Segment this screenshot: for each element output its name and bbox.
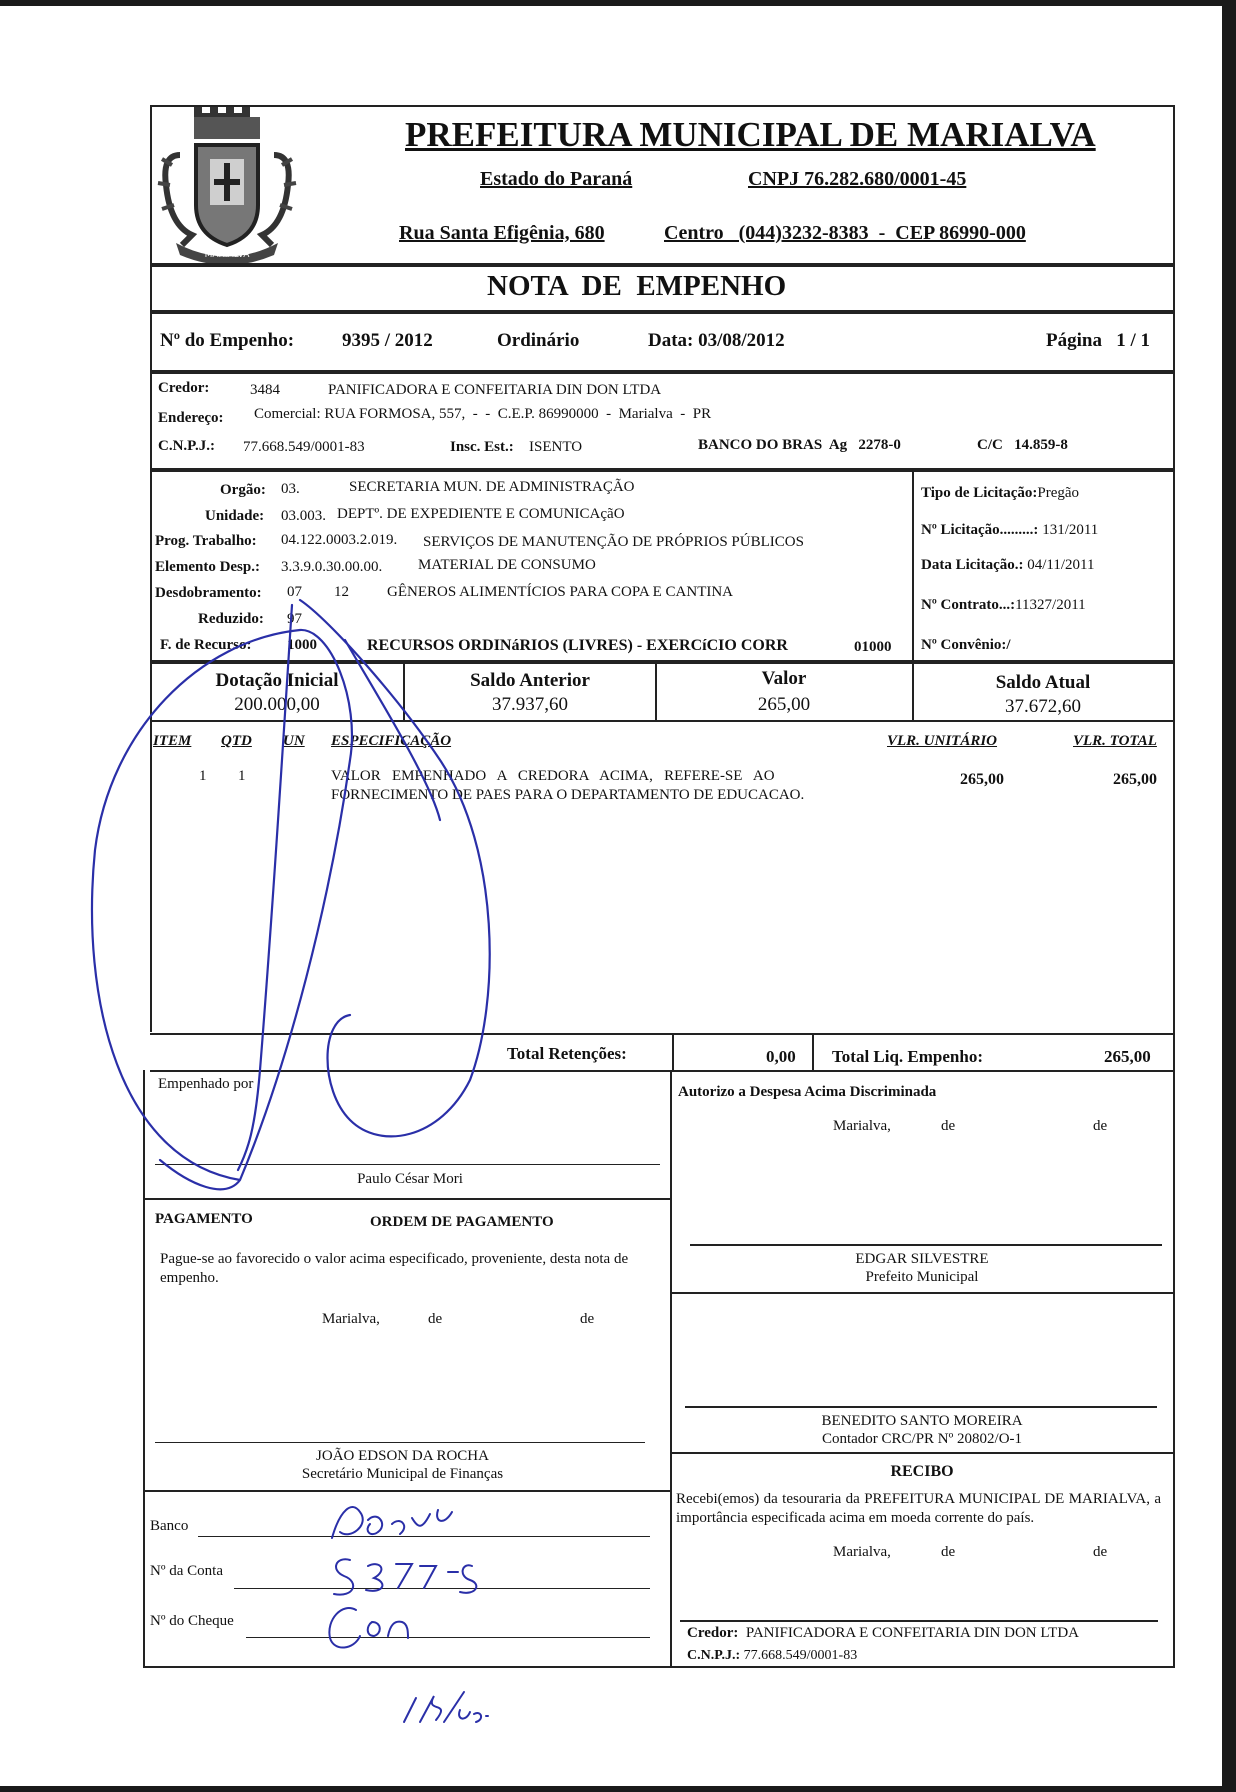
page-note-handwriting-mark — [404, 1692, 488, 1722]
empenho-number: 9395 / 2012 — [342, 330, 433, 351]
elemento-name: MATERIAL DE CONSUMO — [418, 557, 596, 573]
budget-divider — [912, 470, 914, 662]
empenhado-por-name: Paulo César Mori — [357, 1171, 463, 1187]
page-number: Página 1 / 1 — [1046, 330, 1150, 351]
reduzido-label: Reduzido: — [198, 611, 264, 627]
autorizo-label: Autorizo a Despesa Acima Discriminada — [678, 1084, 937, 1100]
coat-of-arms-logo — [152, 95, 302, 263]
total-retencoes-label: Total Retenções: — [507, 1044, 627, 1063]
totals-top-line — [150, 1033, 1175, 1035]
insc-label: Insc. Est.: — [450, 439, 514, 455]
elemento-label: Elemento Desp.: — [155, 559, 260, 575]
totals-divider-2 — [812, 1033, 814, 1070]
total-liquido-label: Total Liq. Empenho: — [832, 1047, 983, 1066]
autorizo-city: Marialva, — [833, 1118, 891, 1134]
numero-licitacao — [921, 522, 1098, 539]
cheque-label: Nº do Cheque — [150, 1613, 234, 1629]
item-unit-value: 265,00 — [960, 771, 1004, 788]
accountant-name: BENEDITO SANTO MOREIRA — [821, 1413, 1023, 1429]
totals-bottom-line — [150, 1070, 1175, 1072]
numero-contrato-label: Nº Contrato...: — [921, 597, 1016, 613]
orgao-code: 03. — [281, 481, 300, 497]
cheque-handwriting-mark — [329, 1608, 408, 1648]
banco-line — [198, 1536, 650, 1537]
recibo-label: RECIBO — [890, 1463, 954, 1480]
conta-handwriting-mark — [334, 1559, 476, 1594]
col-header-item: ITEM — [153, 733, 192, 749]
prog-code: 04.122.0003.2.019. — [281, 532, 398, 548]
pagamento-text: Pague-se ao favorecido o valor acima especificado, proveniente, desta nota de empenho. — [160, 1251, 629, 1286]
prog-name: SERVIÇOS DE MANUTENÇÃO DE PRÓPRIOS PÚBLICOS — [423, 534, 804, 550]
empenho-type: Ordinário — [497, 330, 580, 351]
saldo-atual-value: 37.672,60 — [1005, 696, 1081, 717]
unidade-name: DEPTº. DE EXPEDIENTE E COMUNICAçãO — [337, 506, 625, 522]
unidade-label: Unidade: — [205, 508, 265, 524]
insc-value: ISENTO — [529, 439, 583, 455]
lower-center-divider — [670, 1070, 672, 1666]
checking-account: C/C 14.859-8 — [977, 437, 1068, 453]
total-liquido-value: 265,00 — [1104, 1047, 1151, 1066]
recibo-de-2: de — [1093, 1544, 1108, 1560]
creditor-cnpj: 77.668.549/0001-83 — [243, 439, 365, 455]
fonte-number: 01000 — [854, 639, 892, 655]
empenhado-por-label: Empenhado por — [158, 1076, 254, 1092]
banco-label: Banco — [150, 1518, 189, 1534]
lower-left-border — [143, 1070, 145, 1666]
secretary-signature-line — [155, 1442, 645, 1443]
tipo-licitacao-label: Tipo de Licitação: — [921, 485, 1038, 501]
item-qtd: 1 — [238, 768, 246, 784]
desdobramento-code: 07 — [287, 584, 302, 600]
pagamento-top-line — [143, 1198, 672, 1200]
numero-contrato-value: 11327/2011 — [1015, 597, 1086, 613]
saldo-anterior-value: 37.937,60 — [492, 694, 568, 715]
state-label: Estado do Paraná — [480, 168, 633, 190]
col-header-especificacao: ESPECIFICAÇÃO — [331, 733, 452, 749]
empenho-date: Data: 03/08/2012 — [648, 330, 785, 351]
data-licitacao-label: Data Licitação.: — [921, 557, 1024, 573]
prog-label: Prog. Trabalho: — [155, 533, 257, 549]
item-total-value: 265,00 — [1113, 771, 1157, 788]
district-phone-cep: Centro (044)3232-8383 - CEP 86990-000 — [664, 222, 1026, 244]
handwritten-page-note — [1, 7, 3, 8]
creditor-name: PANIFICADORA E CONFEITARIA DIN DON LTDA — [328, 382, 662, 398]
desdobramento-label: Desdobramento: — [155, 585, 262, 601]
tipo-licitacao-value: Pregão — [1037, 485, 1080, 501]
creditor-cnpj-label: C.N.P.J.: — [158, 438, 215, 454]
mayor-bottom-line — [670, 1292, 1175, 1294]
totals-divider-1 — [672, 1033, 674, 1070]
secretary-title: Secretário Municipal de Finanças — [301, 1466, 504, 1482]
mayor-title: Prefeito Municipal — [865, 1269, 979, 1285]
fonte-code: 1000 — [287, 637, 317, 653]
numero-licitacao-value: 131/2011 — [1038, 522, 1099, 538]
recibo-city: Marialva, — [833, 1544, 891, 1560]
scan-edge-right — [1222, 0, 1236, 1792]
mayor-name: EDGAR SILVESTRE — [855, 1251, 989, 1267]
accountant-title: Contador CRC/PR Nº 20802/O-1 — [821, 1431, 1023, 1447]
recibo-cnpj-value: 77.668.549/0001-83 — [743, 1648, 858, 1663]
secretary-name: JOÃO EDSON DA ROCHA — [316, 1448, 489, 1464]
handwritten-cheque-number — [1, 5, 3, 6]
bank-handwriting-mark — [332, 1507, 452, 1538]
autorizo-de-1: de — [941, 1118, 956, 1134]
accountant-signature-line — [685, 1406, 1157, 1408]
item-description-line-2: FORNECIMENTO DE PAES PARA O DEPARTAMENTO DE EDUCACAO. — [331, 787, 805, 803]
col-header-vlr-total: VLR. TOTAL — [1073, 733, 1157, 749]
recibo-credor — [687, 1625, 1079, 1642]
data-licitacao — [921, 557, 1094, 574]
numero-licitacao-label: Nº Licitação.........: — [921, 522, 1039, 538]
saldo-anterior-label: Saldo Anterior — [470, 670, 590, 691]
elemento-code: 3.3.9.0.30.00.00. — [281, 559, 383, 575]
conta-line — [234, 1588, 650, 1589]
numero-convenio: Nº Convênio:/ — [921, 637, 1011, 653]
creditor-label: Credor: — [158, 380, 210, 396]
right-border — [1173, 722, 1175, 1666]
handwritten-account-number — [1, 3, 4, 4]
tipo-licitacao — [921, 485, 1079, 502]
fonte-label: F. de Recurso: — [160, 637, 252, 653]
dotacao-label: Dotação Inicial — [215, 670, 339, 691]
total-retencoes-value: 0,00 — [766, 1047, 796, 1066]
numero-contrato — [921, 597, 1086, 614]
pagamento-de-1: de — [428, 1311, 443, 1327]
document-title: NOTA DE EMPENHO — [487, 270, 787, 302]
scan-edge-bottom — [0, 1786, 1236, 1792]
cheque-line — [246, 1637, 650, 1638]
desdobramento-sub: 12 — [334, 584, 349, 600]
empenho-number-label: Nº do Empenho: — [160, 330, 295, 351]
orgao-label: Orgão: — [220, 482, 266, 498]
recibo-top-line — [670, 1452, 1175, 1454]
ordem-pagamento-label: ORDEM DE PAGAMENTO — [370, 1214, 554, 1230]
saldo-atual-label: Saldo Atual — [995, 672, 1091, 693]
empenhado-signature-line — [155, 1164, 660, 1165]
orgao-name: SECRETARIA MUN. DE ADMINISTRAÇÃO — [349, 479, 635, 495]
bank-agency: BANCO DO BRAS Ag 2278-0 — [698, 437, 901, 453]
conta-label: Nº da Conta — [150, 1563, 223, 1579]
autorizo-de-2: de — [1093, 1118, 1108, 1134]
recibo-signature-line — [680, 1620, 1158, 1622]
page-title: PREFEITURA MUNICIPAL DE MARIALVA — [405, 115, 1096, 154]
svg-text:MARIALVA: MARIALVA — [204, 250, 250, 260]
dotacao-value: 200.000,00 — [234, 694, 320, 715]
bottom-border — [143, 1666, 1175, 1668]
pagamento-city: Marialva, — [322, 1311, 380, 1327]
recibo-cnpj — [687, 1648, 857, 1664]
items-left-border — [150, 722, 152, 1032]
cnpj-label: CNPJ 76.282.680/0001-45 — [748, 168, 967, 190]
fonte-name: RECURSOS ORDINáRIOS (LIVRES) - EXERCíCIO CORR — [367, 637, 788, 654]
mayor-signature-line — [690, 1244, 1162, 1246]
creditor-address-label: Endereço: — [158, 410, 224, 426]
recibo-text: Recebi(emos) da tesouraria da PREFEITURA MUNICIPAL DE MARIALVA, a importância especificada acima em moeda corrente do país. — [676, 1491, 1161, 1526]
item-description-line-1: VALOR EMPENHADO A CREDORA ACIMA, REFERE-SE AO — [331, 768, 775, 784]
recibo-credor-name: PANIFICADORA E CONFEITARIA DIN DON LTDA — [745, 1625, 1080, 1641]
item-number: 1 — [199, 768, 207, 784]
valor-value: 265,00 — [757, 694, 811, 715]
creditor-code: 3484 — [250, 382, 280, 398]
address-label: Rua Santa Efigênia, 680 — [399, 222, 605, 244]
col-header-un: UN — [283, 733, 305, 749]
pagamento-de-2: de — [580, 1311, 595, 1327]
pagamento-label: PAGAMENTO — [155, 1211, 253, 1227]
valor-label: Valor — [761, 668, 807, 689]
recibo-credor-label: Credor: — [687, 1625, 739, 1641]
col-header-vlr-unitario: VLR. UNITÁRIO — [887, 733, 998, 749]
reduzido-value: 97 — [287, 611, 302, 627]
desdobramento-name: GÊNEROS ALIMENTÍCIOS PARA COPA E CANTINA — [387, 584, 734, 600]
handwritten-bank-name — [1, 1, 3, 2]
col-header-qtd: QTD — [221, 733, 252, 749]
recibo-cnpj-label: C.N.P.J.: — [687, 1648, 741, 1663]
bank-top-line — [143, 1490, 672, 1492]
data-licitacao-value: 04/11/2011 — [1023, 557, 1095, 573]
recibo-de-1: de — [941, 1544, 956, 1560]
scan-edge-top — [0, 0, 1236, 6]
unidade-code: 03.003. — [281, 508, 326, 524]
creditor-address: Comercial: RUA FORMOSA, 557, - - C.E.P. 86990000 - Marialva - PR — [254, 406, 712, 422]
